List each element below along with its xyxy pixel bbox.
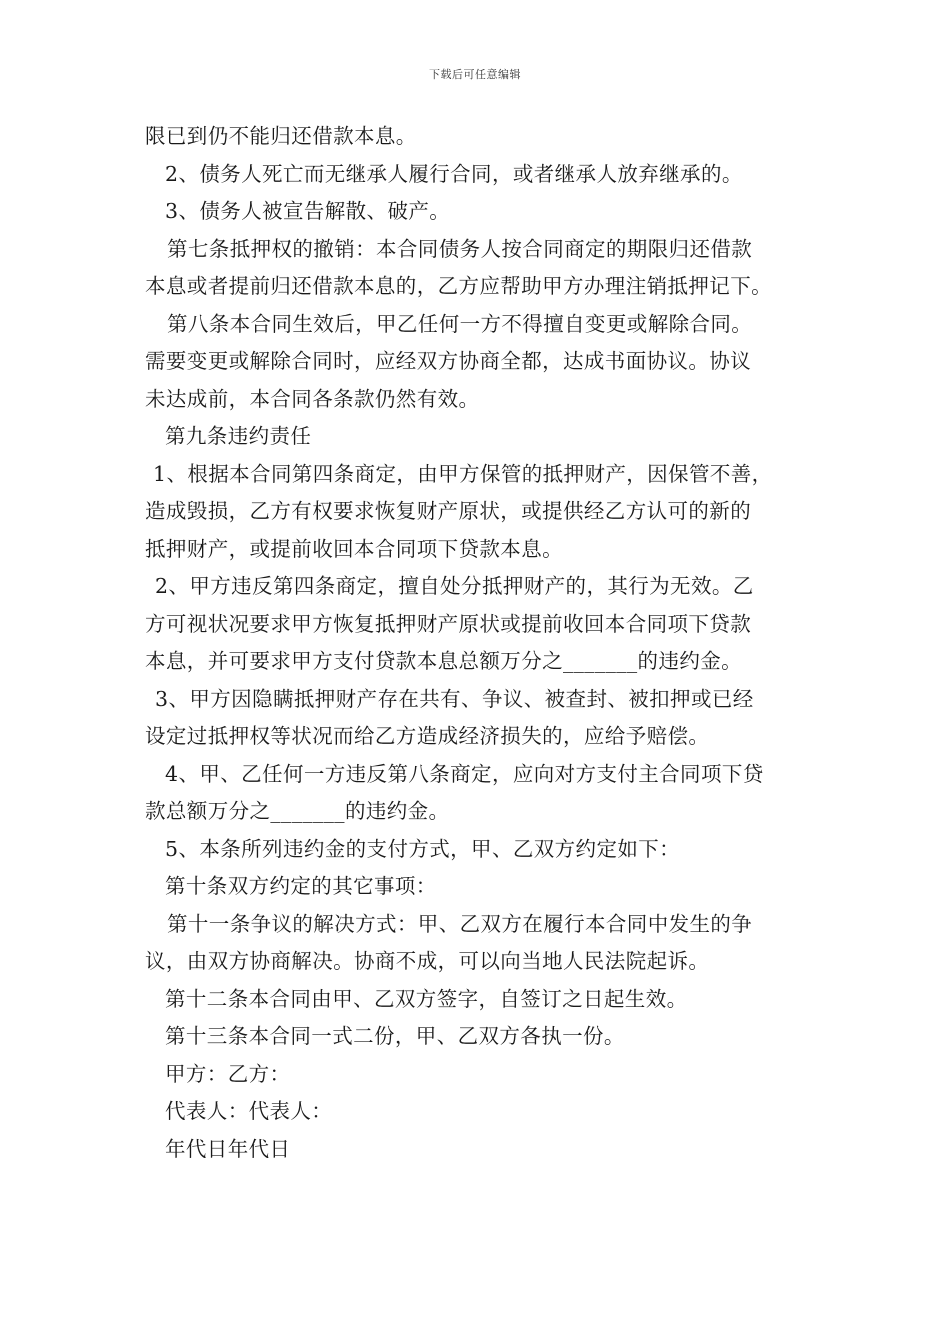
text-line: 限已到仍不能归还借款本息。 [145, 124, 417, 148]
text-line: 需要变更或解除合同时，应经双方协商全都，达成书面协议。协议 [145, 349, 752, 373]
article-heading-7: 第七条抵押权的撤销：本合同债务人按合同商定的期限归还借款 [167, 236, 753, 261]
text-line: 3、债务人被宣告解散、破产。 [165, 199, 451, 223]
text-line: 本息，并可要求甲方支付贷款本息总额万分之_______的违约金。 [145, 649, 743, 673]
text-line: 未达成前，本合同各条款仍然有效。 [145, 386, 480, 411]
signature-representatives: 代表人：代表人： [165, 1099, 333, 1123]
text-line: 本息或者提前归还借款本息的，乙方应帮助甲方办理注销抵押记下。 [145, 274, 772, 298]
text-line: 方可视状况要求甲方恢复抵押财产原状或提前收回本合同项下贷款 [145, 611, 752, 636]
text-line: 5、本条所列违约金的支付方式，甲、乙双方约定如下： [165, 836, 681, 861]
text-line: 2、甲方违反第四条商定，擅自处分抵押财产的，其行为无效。乙 [155, 574, 754, 598]
signature-dates: 年代日年代日 [165, 1136, 291, 1161]
text-line: 设定过抵押权等状况而给乙方造成经济损失的，应给予赔偿。 [145, 724, 710, 748]
text-line: 1、根据本合同第四条商定，由甲方保管的抵押财产，因保管不善， [153, 461, 773, 486]
article-heading-11: 第十一条争议的解决方式：甲、乙双方在履行本合同中发生的争 [167, 911, 753, 936]
contract-body [145, 118, 820, 1168]
text-line: 款总额万分之_______的违约金。 [145, 799, 450, 823]
header-note: 下载后可任意编辑 [429, 68, 521, 81]
text-line: 2、债务人死亡而无继承人履行合同，或者继承人放弃继承的。 [165, 161, 743, 186]
article-heading-10: 第十条双方约定的其它事项： [165, 874, 437, 898]
article-heading-12: 第十二条本合同由甲、乙双方签字，自签订之日起生效。 [165, 986, 688, 1011]
article-heading-9: 第九条违约责任 [165, 424, 312, 448]
text-line: 4、甲、乙任何一方违反第八条商定，应向对方支付主合同项下贷 [165, 761, 764, 786]
text-line: 抵押财产，或提前收回本合同项下贷款本息。 [145, 536, 563, 561]
article-heading-8: 第八条本合同生效后，甲乙任何一方不得擅自变更或解除合同。 [167, 311, 753, 336]
text-line: 3、甲方因隐瞒抵押财产存在共有、争议、被查封、被扣押或已经 [155, 686, 754, 711]
signature-parties: 甲方：乙方： [165, 1061, 291, 1086]
article-heading-13: 第十三条本合同一式二份，甲、乙双方各执一份。 [165, 1024, 625, 1048]
text-line: 造成毁损，乙方有权要求恢复财产原状，或提供经乙方认可的新的 [145, 499, 752, 523]
text-line: 议，由双方协商解决。协商不成，可以向当地人民法院起诉。 [145, 949, 710, 973]
